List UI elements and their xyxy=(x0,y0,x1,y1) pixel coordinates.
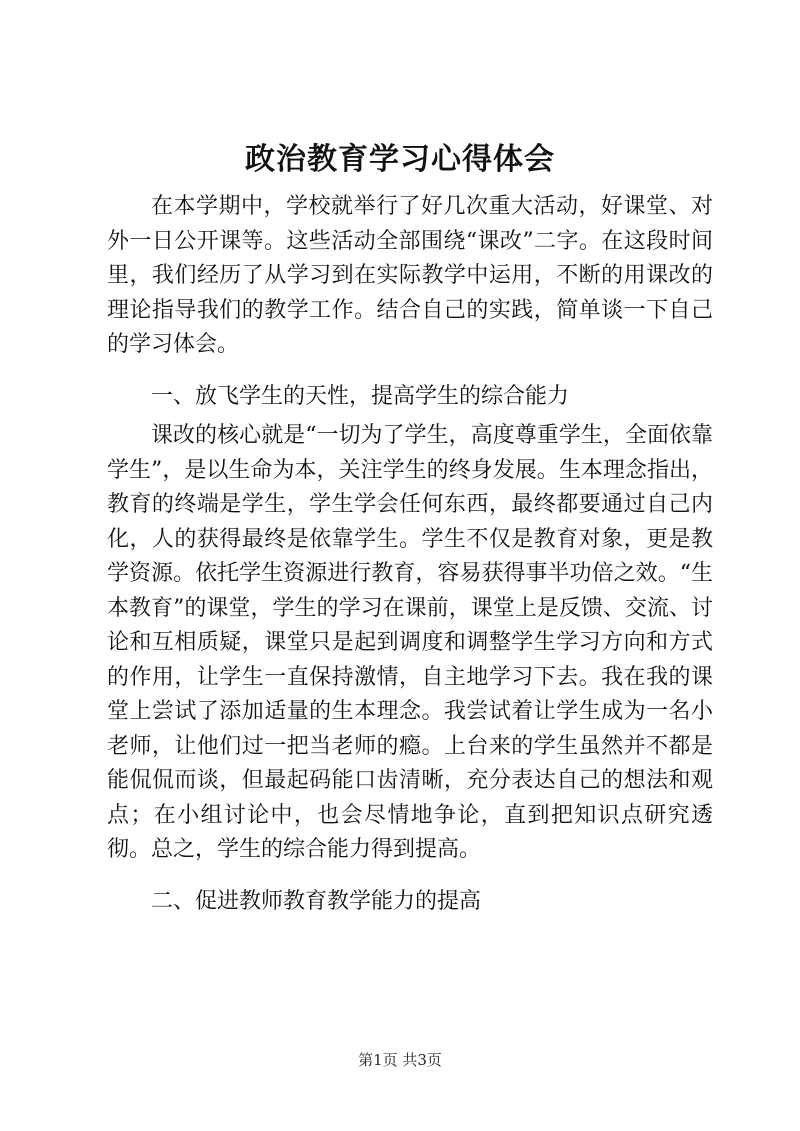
section-heading-1: 一、放飞学生的天性，提高学生的综合能力 xyxy=(151,383,570,409)
intro-paragraph: 在本学期中，学校就举行了好几次重大活动，好课堂、对外一日公开课等。这些活动全部围绕“课改”二字。在这段时间里，我们经历了从学习到在实际教学中运用，不断的用课改的理论指导我们的教学工作。结合自己的实践，简单谈一下自己的学习体会。 xyxy=(107,194,713,357)
section-1-paragraph: 课改的核心就是“一切为了学生，高度尊重学生，全面依靠学生”，是以生命为本，关注学生的终身发展。生本理念指出，教育的终端是学生，学生学会任何东西，最终都要通过自己内化，人的获得最终是依靠学生。学生不仅是教育对象，更是教学资源。依托学生资源进行教育，容易获得事半功倍之效。“生本教育”的课堂，学生的学习在课前，课堂上是反馈、交流、讨论和互相质疑，课堂只是起到调度和调整学生学习方向和方式的作用，让学生一直保持激情，自主地学习下去。我在我的课堂上尝试了添加适量的生本理念。我尝试着让学生成为一名小老师，让他们过一把当老师的瘾。上台来的学生虽然并不都是能侃侃而谈，但最起码能口齿清晰，充分表达自己的想法和观点；在小组讨论中，也会尽情地争论，直到把知识点研究透彻。总之，学生的综合能力得到提高。 xyxy=(107,423,713,862)
document-body xyxy=(107,190,713,924)
document-title: 政治教育学习心得体会 xyxy=(245,142,555,177)
section-heading-2: 二、促进教师教育教学能力的提高 xyxy=(151,888,482,914)
page-footer: 第1页 共3页 xyxy=(358,1051,442,1069)
